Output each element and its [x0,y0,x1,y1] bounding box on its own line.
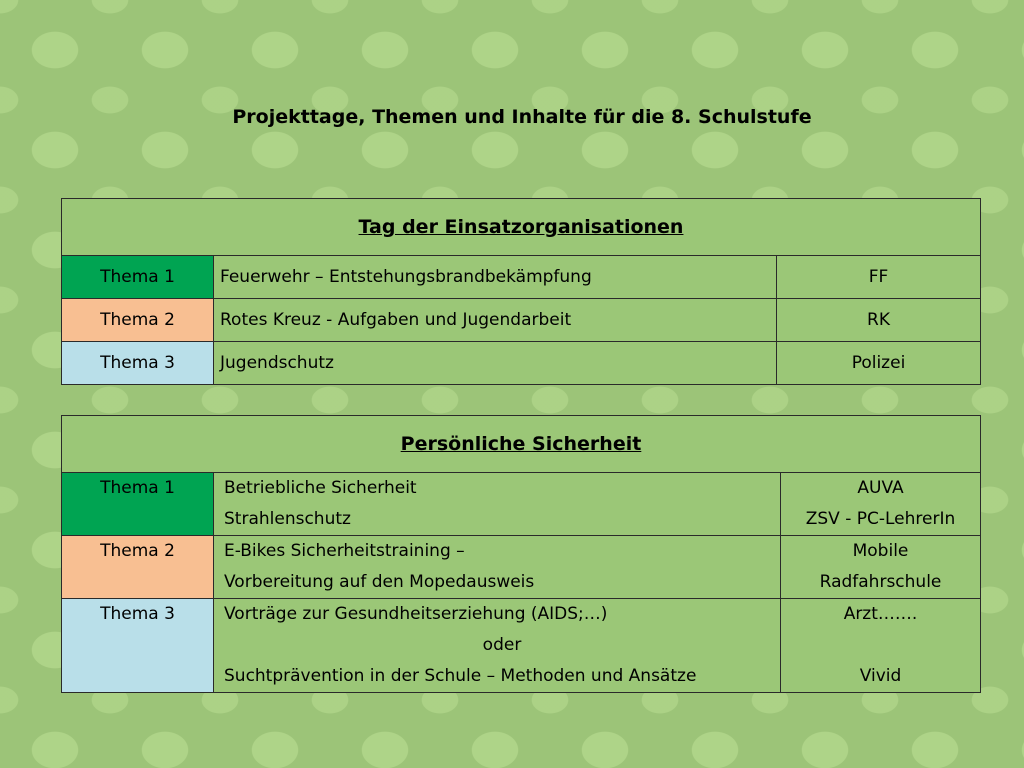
page-title: Projekttage, Themen und Inhalte für die 8. Schulstufe [232,106,812,128]
table-row [62,342,981,385]
thema-label: Thema 1 [62,256,214,299]
content-line: Strahlenschutz [224,509,351,529]
content-line: Vorträge zur Gesundheitserziehung (AIDS;…) [224,604,608,624]
table-row [62,299,981,342]
content-line: Vorbereitung auf den Mopedausweis [224,572,535,592]
org-line-empty [781,630,980,661]
thema-content [214,473,781,536]
table-heading: Persönliche Sicherheit [62,416,981,473]
thema-content: Feuerwehr – Entstehungsbrandbekämpfung [214,256,777,299]
thema-organisation [781,536,981,599]
table-row [62,473,981,536]
thema-organisation: RK [777,299,981,342]
thema-label: Thema 2 [62,299,214,342]
table-row [62,256,981,299]
table-heading: Tag der Einsatzorganisationen [62,199,981,256]
thema-label: Thema 1 [100,478,175,498]
thema-label: Thema 3 [100,604,175,624]
org-line: Arzt……. [843,604,918,624]
content-line: E-Bikes Sicherheitstraining – [224,541,465,561]
content-line-oder: oder [482,635,522,655]
thema-content: Jugendschutz [214,342,777,385]
org-line: Vivid [859,666,902,686]
table-persoenliche-sicherheit [61,415,981,693]
table-row [62,536,981,599]
org-line: AUVA [857,478,904,498]
thema-label: Thema 3 [62,342,214,385]
content-line: Betriebliche Sicherheit [224,478,417,498]
thema-content [214,599,781,693]
org-line: ZSV - PC-LehrerIn [805,509,956,529]
table-row [62,599,981,693]
thema-organisation: FF [777,256,981,299]
thema-content [214,536,781,599]
org-line: Mobile [852,541,909,561]
thema-organisation [781,473,981,536]
table-einsatzorganisationen [61,198,981,385]
org-line: Radfahrschule [819,572,942,592]
thema-label: Thema 2 [100,541,175,561]
content-line: Suchtprävention in der Schule – Methoden und Ansätze [224,666,697,686]
thema-organisation: Polizei [777,342,981,385]
thema-content: Rotes Kreuz - Aufgaben und Jugendarbeit [214,299,777,342]
thema-organisation [781,599,981,693]
